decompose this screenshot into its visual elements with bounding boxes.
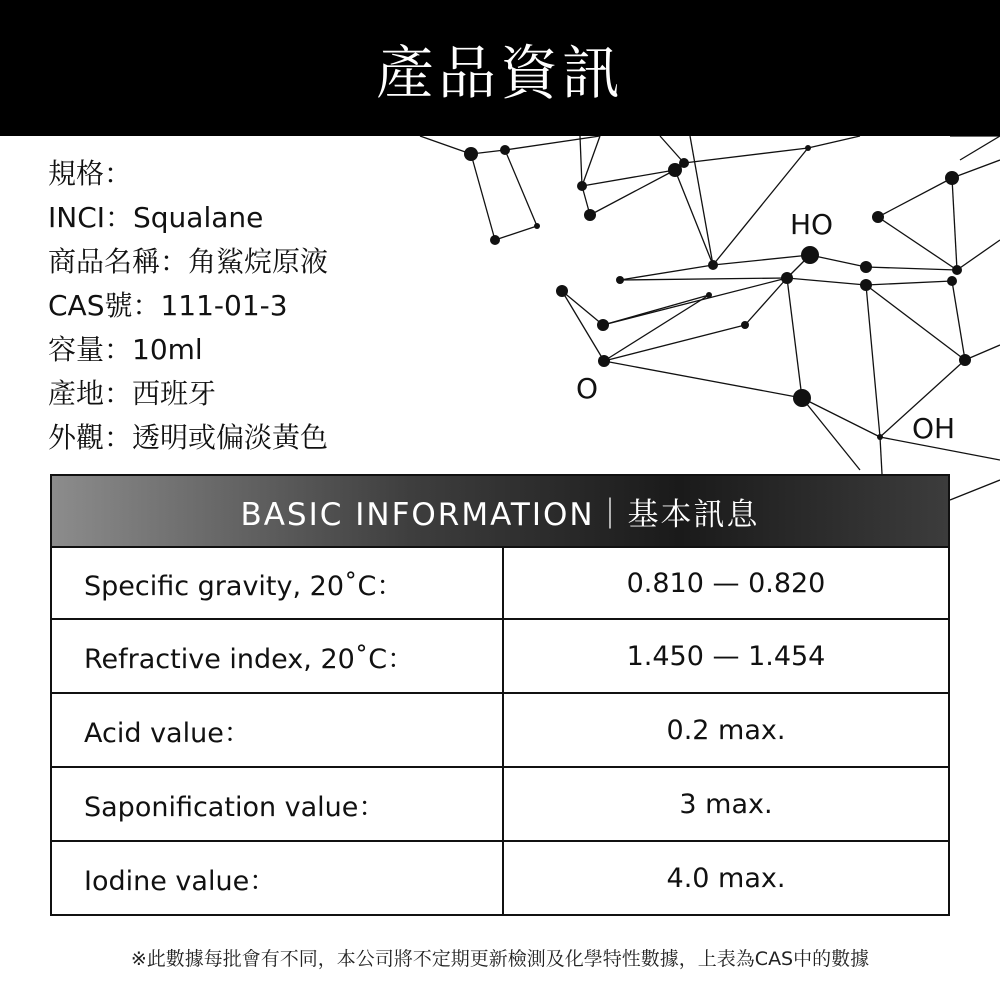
row-label: Saponification value： [52, 768, 504, 840]
table-row [52, 840, 948, 914]
row-label: Specific gravity, 20˚C： [52, 548, 504, 618]
row-value: 0.2 max. [666, 714, 786, 746]
row-label: Iodine value： [52, 842, 504, 914]
row-value: 0.810 — 0.820 [626, 567, 826, 599]
table-row [52, 766, 948, 840]
o-label: O [576, 372, 599, 405]
row-label: Refractive index, 20˚C： [52, 620, 504, 692]
row-value: 1.450 — 1.454 [626, 640, 826, 672]
table-row [52, 692, 948, 766]
spec-product-name: 商品名稱：角鯊烷原液 [48, 245, 329, 278]
spec-heading: 規格： [48, 157, 133, 190]
table-heading: BASIC INFORMATION｜基本訊息 [240, 496, 760, 533]
spec-inci: INCI：Squalane [48, 201, 264, 234]
header-banner [0, 0, 1000, 136]
spec-cas-number: CAS號：111-01-3 [48, 289, 288, 322]
table-row [52, 618, 948, 692]
basic-information-table [50, 474, 950, 916]
page-title: 產品資訊 [375, 39, 624, 107]
spec-volume: 容量：10ml [48, 333, 203, 366]
table-row [52, 546, 948, 618]
table-header [52, 476, 948, 546]
oh-label: OH [912, 412, 956, 445]
row-value: 3 max. [679, 788, 773, 820]
row-label: Acid value： [52, 694, 504, 766]
row-value: 4.0 max. [666, 862, 786, 894]
spec-origin: 產地：西班牙 [48, 377, 217, 410]
spec-list [48, 152, 328, 460]
footnote: ※此數據每批會有不同，本公司將不定期更新檢測及化學特性數據，上表為CAS中的數據 [130, 948, 870, 970]
spec-appearance: 外觀：透明或偏淡黃色 [48, 421, 329, 454]
ho-label: HO [790, 208, 834, 241]
